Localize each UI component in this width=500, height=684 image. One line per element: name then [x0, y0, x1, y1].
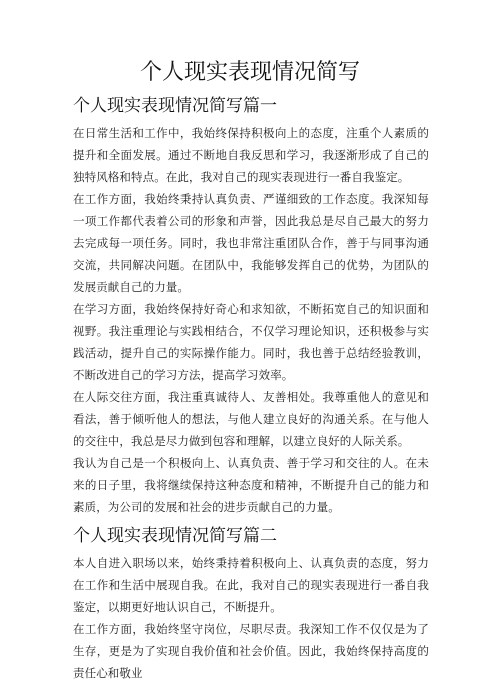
paragraph: 在工作方面，我始终坚守岗位，尽职尽责。我深知工作不仅仅是为了生存，更是为了实现自我价值和社会价值。因此，我始终保持高度的责任心和敬业	[73, 622, 429, 680]
document-body	[73, 94, 429, 684]
paragraph: 我认为自己是一个积极向上、认真负责、善于学习和交往的人。在未来的日子里，我将继续保持这种态度和精神，不断提升自己的能力和素质，为公司的发展和社会的进步贡献自己的力量。	[73, 456, 429, 514]
paragraph: 本人自进入职场以来，始终秉持着积极向上、认真负责的态度，努力在工作和生活中展现自我。在此，我对自己的现实表现进行一番自我鉴定，以期更好地认识自己，不断提升。	[73, 556, 429, 614]
section-heading: 个人现实表现情况简写篇二	[73, 526, 277, 546]
section-heading: 个人现实表现情况简写篇一	[73, 96, 277, 116]
paragraph: 在工作方面，我始终秉持认真负责、严谨细致的工作态度。我深知每一项工作都代表着公司的形象和声誉，因此我总是尽自己最大的努力去完成每一项任务。同时，我也非常注重团队合作，善于与同事沟通交流，共同解决问题。在团队中，我能够发挥自己的优势，为团队的发展贡献自己的力量。	[73, 192, 429, 294]
paragraph: 在日常生活和工作中，我始终保持积极向上的态度，注重个人素质的提升和全面发展。通过不断地自我反思和学习，我逐渐形成了自己的独特风格和特点。在此，我对自己的现实表现进行一番自我鉴定。	[73, 126, 429, 184]
document-title: 个人现实表现情况简写	[139, 60, 360, 85]
section-1	[73, 94, 429, 518]
paragraph: 在人际交往方面，我注重真诚待人、友善相处。我尊重他人的意见和看法，善于倾听他人的想法，与他人建立良好的沟通关系。在与他人的交往中，我总是尽力做到包容和理解，以建立良好的人际关系。	[73, 390, 429, 448]
paragraph: 在学习方面，我始终保持好奇心和求知欲，不断拓宽自己的知识面和视野。我注重理论与实践相结合，不仅学习理论知识，还积极参与实践活动，提升自己的实际操作能力。同时，我也善于总结经验教训，不断改进自己的学习方法，提高学习效率。	[73, 302, 429, 382]
section-2	[73, 524, 429, 684]
